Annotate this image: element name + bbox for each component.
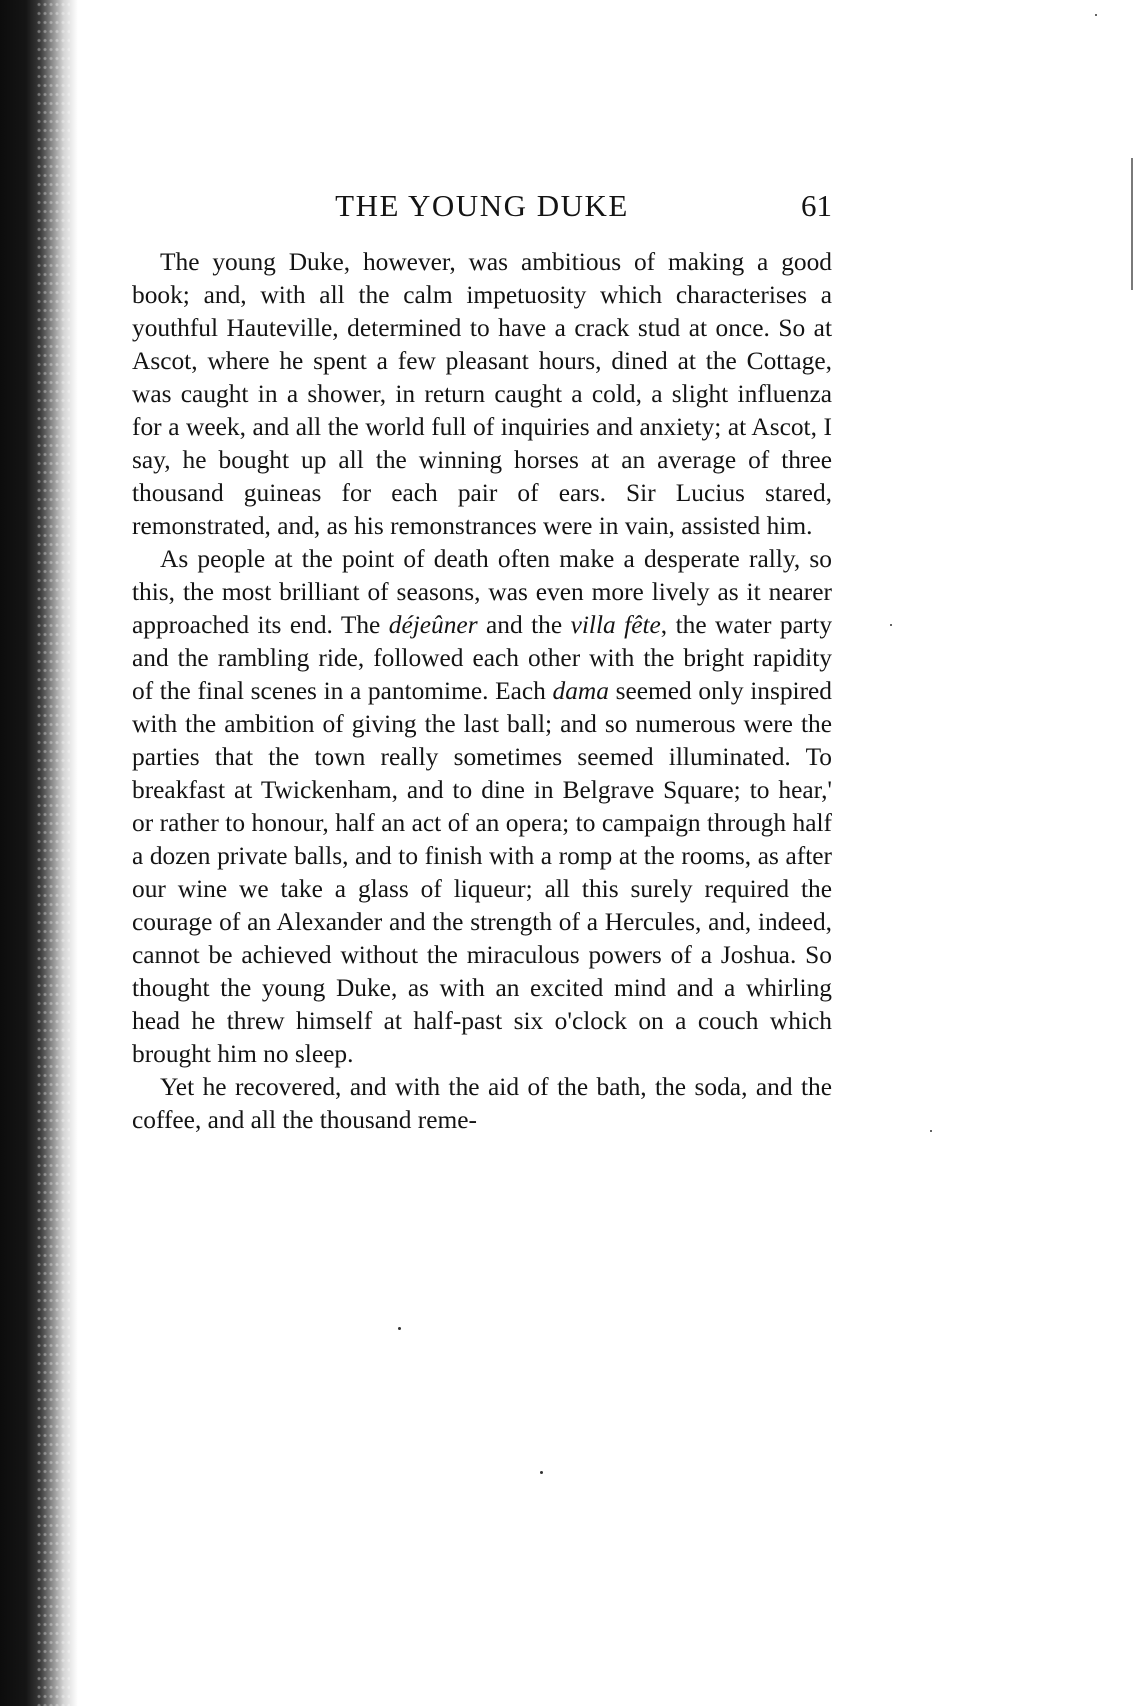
page-number: 61 (801, 188, 832, 223)
page-header (132, 186, 832, 226)
paragraph-2 (132, 543, 832, 1071)
paragraph-text: seemed only inspired with the ambition of giving the last ball; and so numerous were the parties that the town really sometimes seemed illuminated. To breakfast at Twickenham, and to dine in Belgrave Square; to hear,' or rather to honour, half an act of an opera; to campaign through half a dozen private balls, and to finish with a romp at the rooms, as after our wine we take a glass of liqueur; all this surely required the courage of an Alexander and the strength of a Hercules, and, indeed, cannot be achieved without the miraculous powers of a Joshua. So thought the young Duke, as with an excited mind and a whirling head he threw himself at half-past six o'clock on a couch which brought him no sleep. (132, 677, 832, 1068)
paragraph-text: , the water party and the rambling ride, followed each other with the bright rapidity of the final scenes in a pantomime. Each (132, 611, 833, 705)
italic-term-villa-fete: villa fête (570, 611, 661, 639)
gutter-texture (36, 0, 70, 1706)
paragraph-text: and the (477, 611, 571, 639)
paragraph-3 (132, 1071, 832, 1137)
print-speck (540, 1471, 543, 1474)
print-speck (1095, 14, 1097, 16)
print-speck (398, 1327, 401, 1330)
page-edge-mark (1131, 158, 1133, 290)
paragraph-text: As people at the point of death often make a desperate rally, so this, the most brilliant of seasons, was even more lively as it nearer approached its end. The (132, 545, 832, 639)
italic-term-dama: dama (552, 677, 609, 705)
paragraph-text: Yet he recovered, and with the aid of the bath, the soda, and the coffee, and all the thousand reme- (132, 1073, 832, 1134)
print-speck (930, 1130, 932, 1132)
paragraph-1 (132, 246, 832, 543)
book-page (132, 186, 832, 1137)
running-title: THE YOUNG DUKE (335, 188, 629, 223)
paragraph-text: The young Duke, however, was ambitious of making a good book; and, with all the calm impetuosity which characterises a youthful Hauteville, determined to have a crack stud at once. So at Ascot, where he spent a few pleasant hours, dined at the Cottage, was caught in a shower, in return caught a cold, a slight influenza for a week, and all the world full of inquiries and anxiety; at Ascot, I say, he bought up all the winning horses at an average of three thousand guineas for each pair of ears. Sir Lucius stared, remonstrated, and, as his remonstrances were in vain, assisted him. (132, 248, 832, 540)
print-speck (890, 624, 892, 626)
italic-term-dejeuner: déjeûner (388, 611, 478, 639)
